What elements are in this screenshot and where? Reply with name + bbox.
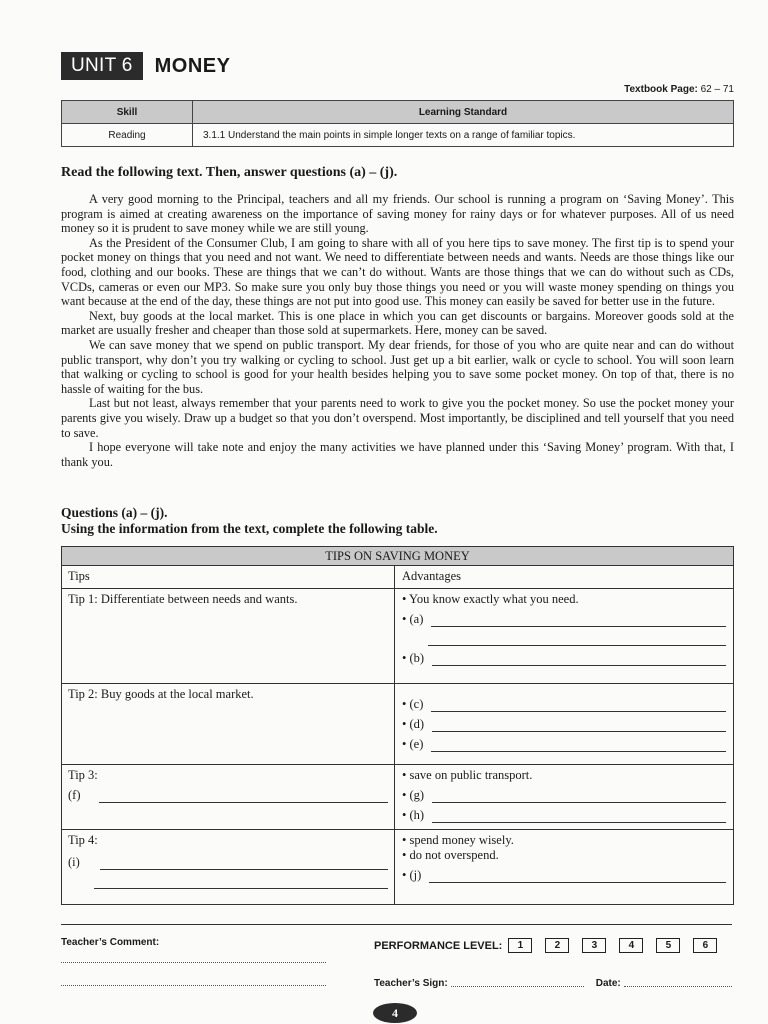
- performance-level: [374, 938, 730, 953]
- answer-a-blank-2[interactable]: [428, 627, 726, 646]
- tip-row-2: [62, 684, 733, 765]
- answer-c-blank[interactable]: [431, 699, 726, 712]
- skill-header: Skill: [62, 101, 193, 124]
- tip-row-3: [62, 765, 733, 830]
- answer-i-blank[interactable]: [100, 857, 388, 870]
- level-box[interactable]: 2: [545, 938, 569, 953]
- answer-j-label: • (j): [402, 868, 422, 882]
- answer-d-row: [402, 712, 726, 732]
- answer-h-blank[interactable]: [432, 810, 726, 823]
- tip3-advantage-given: • save on public transport.: [402, 768, 533, 782]
- unit-title: MONEY: [154, 54, 231, 77]
- skill-table: [61, 100, 734, 147]
- tip-2: Tip 2: Buy goods at the local market.: [62, 684, 395, 764]
- date-line[interactable]: [624, 986, 732, 987]
- questions-heading: [61, 505, 438, 537]
- level-box[interactable]: 3: [582, 938, 606, 953]
- standard-header: Learning Standard: [193, 101, 734, 124]
- answer-g-label: • (g): [402, 788, 425, 802]
- answer-a-row: [402, 607, 726, 627]
- answer-d-blank[interactable]: [432, 719, 726, 732]
- level-box[interactable]: 4: [619, 938, 643, 953]
- answer-d-label: • (d): [402, 717, 425, 731]
- tip-3: Tip 3:: [68, 768, 98, 782]
- unit-header: [61, 52, 230, 80]
- level-box[interactable]: 5: [656, 938, 680, 953]
- answer-b-label: • (b): [402, 651, 425, 665]
- questions-title: Questions (a) – (j).: [61, 505, 168, 520]
- footer-divider: [61, 924, 732, 925]
- textbook-page-ref: [624, 84, 734, 95]
- answer-e-row: [402, 732, 726, 752]
- answer-a-blank[interactable]: [431, 614, 726, 627]
- textbook-label: Textbook Page:: [624, 84, 698, 95]
- paragraph: As the President of the Consumer Club, I am going to share with all of you here tips to save money. The first tip is to spend your pocket money on things that you need and not want. We need to differentiate between needs and wants. Needs are those things like our food, clothing and our books. These are things that we can’t do without. Wants are those things that we can do without such as CDs, VCDs, cameras or even our MP3. So make sure you only buy those things you need or you will waste money spending on things you want because at the end of the day, these things are not put into good use. This money can easily be saved for better use in the future.: [61, 235, 734, 309]
- reading-passage: [61, 192, 734, 469]
- tip-row-4: [62, 830, 733, 904]
- unit-badge: UNIT 6: [61, 52, 143, 80]
- tip-4: Tip 4:: [68, 833, 98, 847]
- tips-table-title: TIPS ON SAVING MONEY: [62, 547, 733, 566]
- answer-i-blank-2[interactable]: [94, 870, 388, 889]
- paragraph: Last but not least, always remember that your parents need to work to give you the pocket money. So use the pocket money your parents give you wisely. Draw up a budget so that you don’t overspend. Most importantly, be disciplined and tell yourself that you need to save.: [61, 396, 734, 440]
- answer-j-row: [402, 863, 726, 883]
- tip-1: Tip 1: Differentiate between needs and wants.: [62, 589, 395, 683]
- answer-j-blank[interactable]: [429, 870, 726, 883]
- paragraph: A very good morning to the Principal, teachers and all my friends. Our school is running a program on ‘Saving Money’. This program is aimed at creating awareness on the importance of saving money for rainy days or for whatever purposes. All of us need money so it is prudent to save money while we are still young.: [61, 192, 734, 236]
- answer-c-label: • (c): [402, 697, 424, 711]
- paragraph: I hope everyone will take note and enjoy the many activities we have planned under this ‘Saving Money’ program. With that, I thank you.: [61, 440, 734, 469]
- tips-col-header: Tips: [62, 566, 395, 588]
- instruction: Read the following text. Then, answer questions (a) – (j).: [61, 165, 398, 180]
- teacher-sign-label: Teacher’s Sign:: [374, 978, 448, 989]
- skill-value: Reading: [62, 124, 193, 147]
- date-label: Date:: [595, 978, 621, 989]
- standard-value: 3.1.1 Understand the main points in simple longer texts on a range of familiar topics.: [193, 124, 734, 147]
- answer-f-blank[interactable]: [99, 790, 389, 803]
- answer-b-row: [402, 646, 726, 666]
- tip4-advantage-given-1: • spend money wisely.: [402, 833, 514, 847]
- tips-table: [61, 546, 734, 905]
- teacher-sign-line[interactable]: [451, 986, 584, 987]
- teacher-comment-line[interactable]: [61, 962, 326, 963]
- paragraph: We can save money that we spend on public transport. My dear friends, for those of you who are quite near and can do without public transport, why don’t you try walking or cycling to school. Just get up a bit earlier, walk or cycle to school. You will soon learn that walking or cycling to school is good for your health besides helping you to save some pocket money. On top of that, there is no hassle of waiting for the bus.: [61, 337, 734, 396]
- questions-subtitle: Using the information from the text, complete the following table.: [61, 521, 438, 536]
- answer-i-row: [68, 850, 388, 870]
- answer-f-row: [68, 783, 388, 803]
- teacher-comment-line[interactable]: [61, 985, 326, 986]
- answer-f-label: (f): [68, 788, 81, 802]
- answer-h-row: [402, 803, 726, 823]
- level-box[interactable]: 1: [508, 938, 532, 953]
- answer-i-label: (i): [68, 855, 80, 869]
- answer-e-blank[interactable]: [431, 739, 726, 752]
- advantages-col-header: Advantages: [402, 569, 462, 583]
- answer-c-row: [402, 692, 726, 712]
- textbook-pages: 62 – 71: [700, 84, 734, 95]
- answer-e-label: • (e): [402, 737, 424, 751]
- tip-row-1: [62, 589, 733, 684]
- performance-label: PERFORMANCE LEVEL:: [374, 939, 503, 952]
- answer-h-label: • (h): [402, 808, 425, 822]
- tip1-advantage-given: • You know exactly what you need.: [402, 592, 579, 606]
- signature-row: [374, 978, 732, 989]
- answer-a-label: • (a): [402, 612, 424, 626]
- answer-g-row: [402, 783, 726, 803]
- page-number: 4: [373, 1003, 417, 1023]
- level-box[interactable]: 6: [693, 938, 717, 953]
- answer-g-blank[interactable]: [432, 790, 726, 803]
- paragraph: Next, buy goods at the local market. This is one place in which you can get discounts or bargains. Moreover goods sold at the market are usually fresher and cheaper than those sold at supermarkets. Here, money can be saved.: [61, 308, 734, 338]
- answer-b-blank[interactable]: [432, 653, 726, 666]
- tip4-advantage-given-2: • do not overspend.: [402, 848, 499, 862]
- teacher-comment-label: Teacher’s Comment:: [61, 937, 160, 948]
